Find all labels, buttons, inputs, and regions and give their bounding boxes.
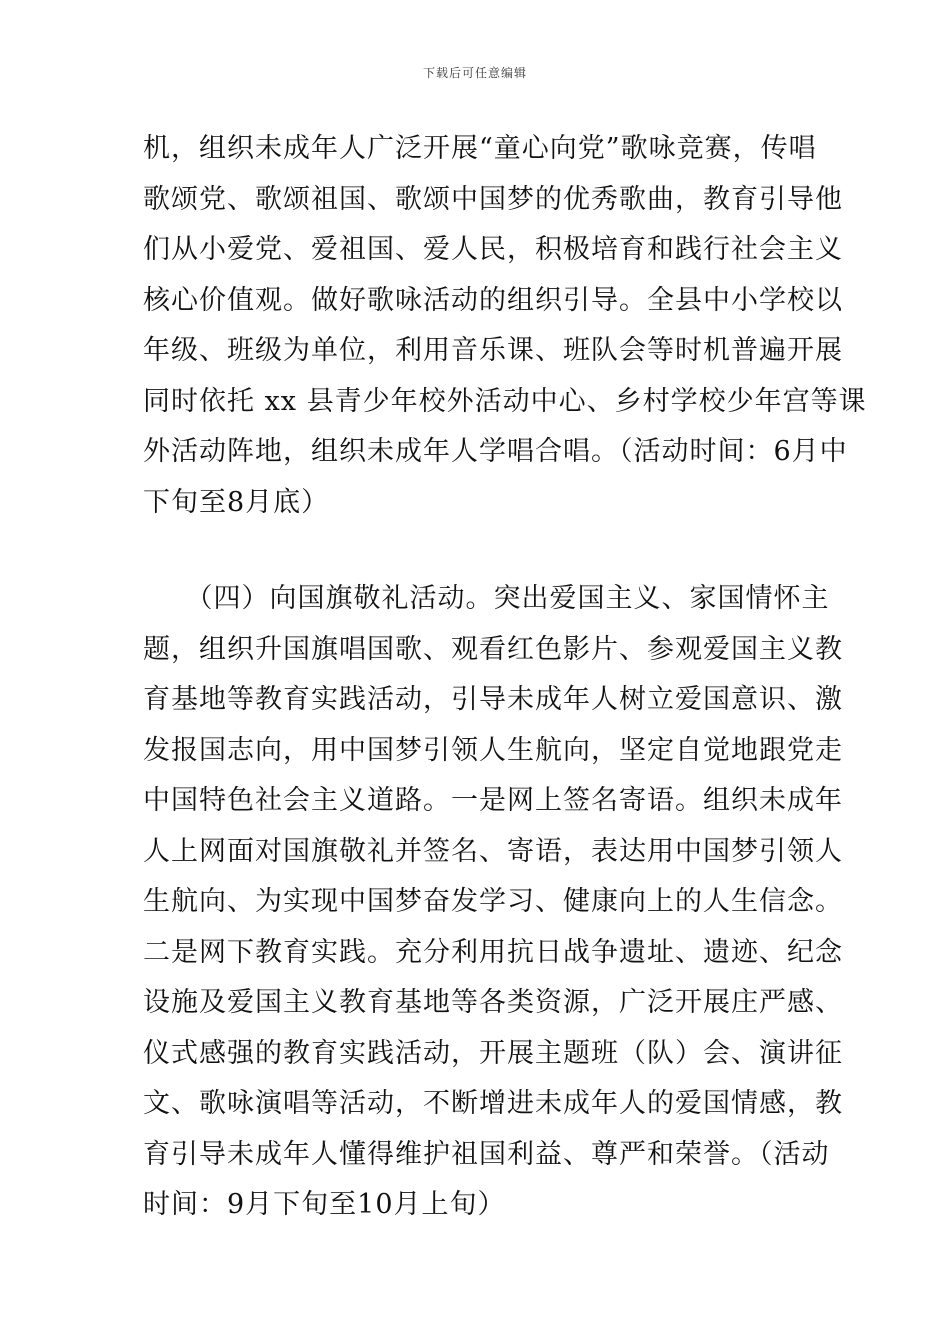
paragraph-line: 发报国志向，用中国梦引领人生航向，坚定自觉地跟党走 xyxy=(143,734,843,766)
paragraph-line: 仪式感强的教育实践活动，开展主题班（队）会、演讲征 xyxy=(143,1037,843,1069)
paragraph-line: （四）向国旗敬礼活动。突出爱国主义、家国情怀主 xyxy=(143,583,830,614)
paragraph-line: 设施及爱国主义教育基地等各类资源，广泛开展庄严感、 xyxy=(143,987,843,1018)
paragraph-line: 育引导未成年人懂得维护祖国利益、尊严和荣誉。（活动 xyxy=(143,1138,830,1170)
paragraph-line: 育基地等教育实践活动，引导未成年人树立爱国意识、激 xyxy=(143,684,843,715)
paragraph-line: 中国特色社会主义道路。一是网上签名寄语。组织未成年 xyxy=(143,785,843,816)
paragraph-line: 文、歌咏演唱等活动，不断增进未成年人的爱国情感，教 xyxy=(143,1088,843,1119)
paragraph-line: 同时依托 xx 县青少年校外活动中心、乡村学校少年宫等课 xyxy=(143,385,867,417)
paragraph-line: 二是网下教育实践。充分利用抗日战争遗址、遗迹、纪念 xyxy=(143,936,843,968)
paragraph-2 xyxy=(143,574,843,1231)
paragraph-1 xyxy=(143,124,867,528)
paragraph-line: 们从小爱党、爱祖国、爱人民，积极培育和践行社会主义 xyxy=(143,234,843,265)
page-header: 下载后可任意编辑 xyxy=(422,66,527,80)
paragraph-line: 歌颂党、歌颂祖国、歌颂中国梦的优秀歌曲，教育引导他 xyxy=(143,183,843,215)
paragraph-line: 核心价值观。做好歌咏活动的组织引导。全县中小学校以 xyxy=(143,284,843,316)
paragraph-line: 题，组织升国旗唱国歌、观看红色影片、参观爱国主义教 xyxy=(143,633,843,665)
paragraph-line: 外活动阵地，组织未成年人学唱合唱。（活动时间：6月中 xyxy=(143,436,848,467)
paragraph-line: 下旬至8月底） xyxy=(143,486,330,518)
paragraph-line: 生航向、为实现中国梦奋发学习、健康向上的人生信念。 xyxy=(143,886,843,917)
paragraph-line: 年级、班级为单位，利用音乐课、班队会等时机普遍开展 xyxy=(143,335,843,366)
paragraph-line: 人上网面对国旗敬礼并签名、寄语，表达用中国梦引领人 xyxy=(143,835,843,867)
paragraph-line: 时间：9月下旬至10月上旬） xyxy=(143,1189,506,1220)
paragraph-line: 机，组织未成年人广泛开展“童心向党”歌咏竞赛，传唱 xyxy=(143,133,817,164)
